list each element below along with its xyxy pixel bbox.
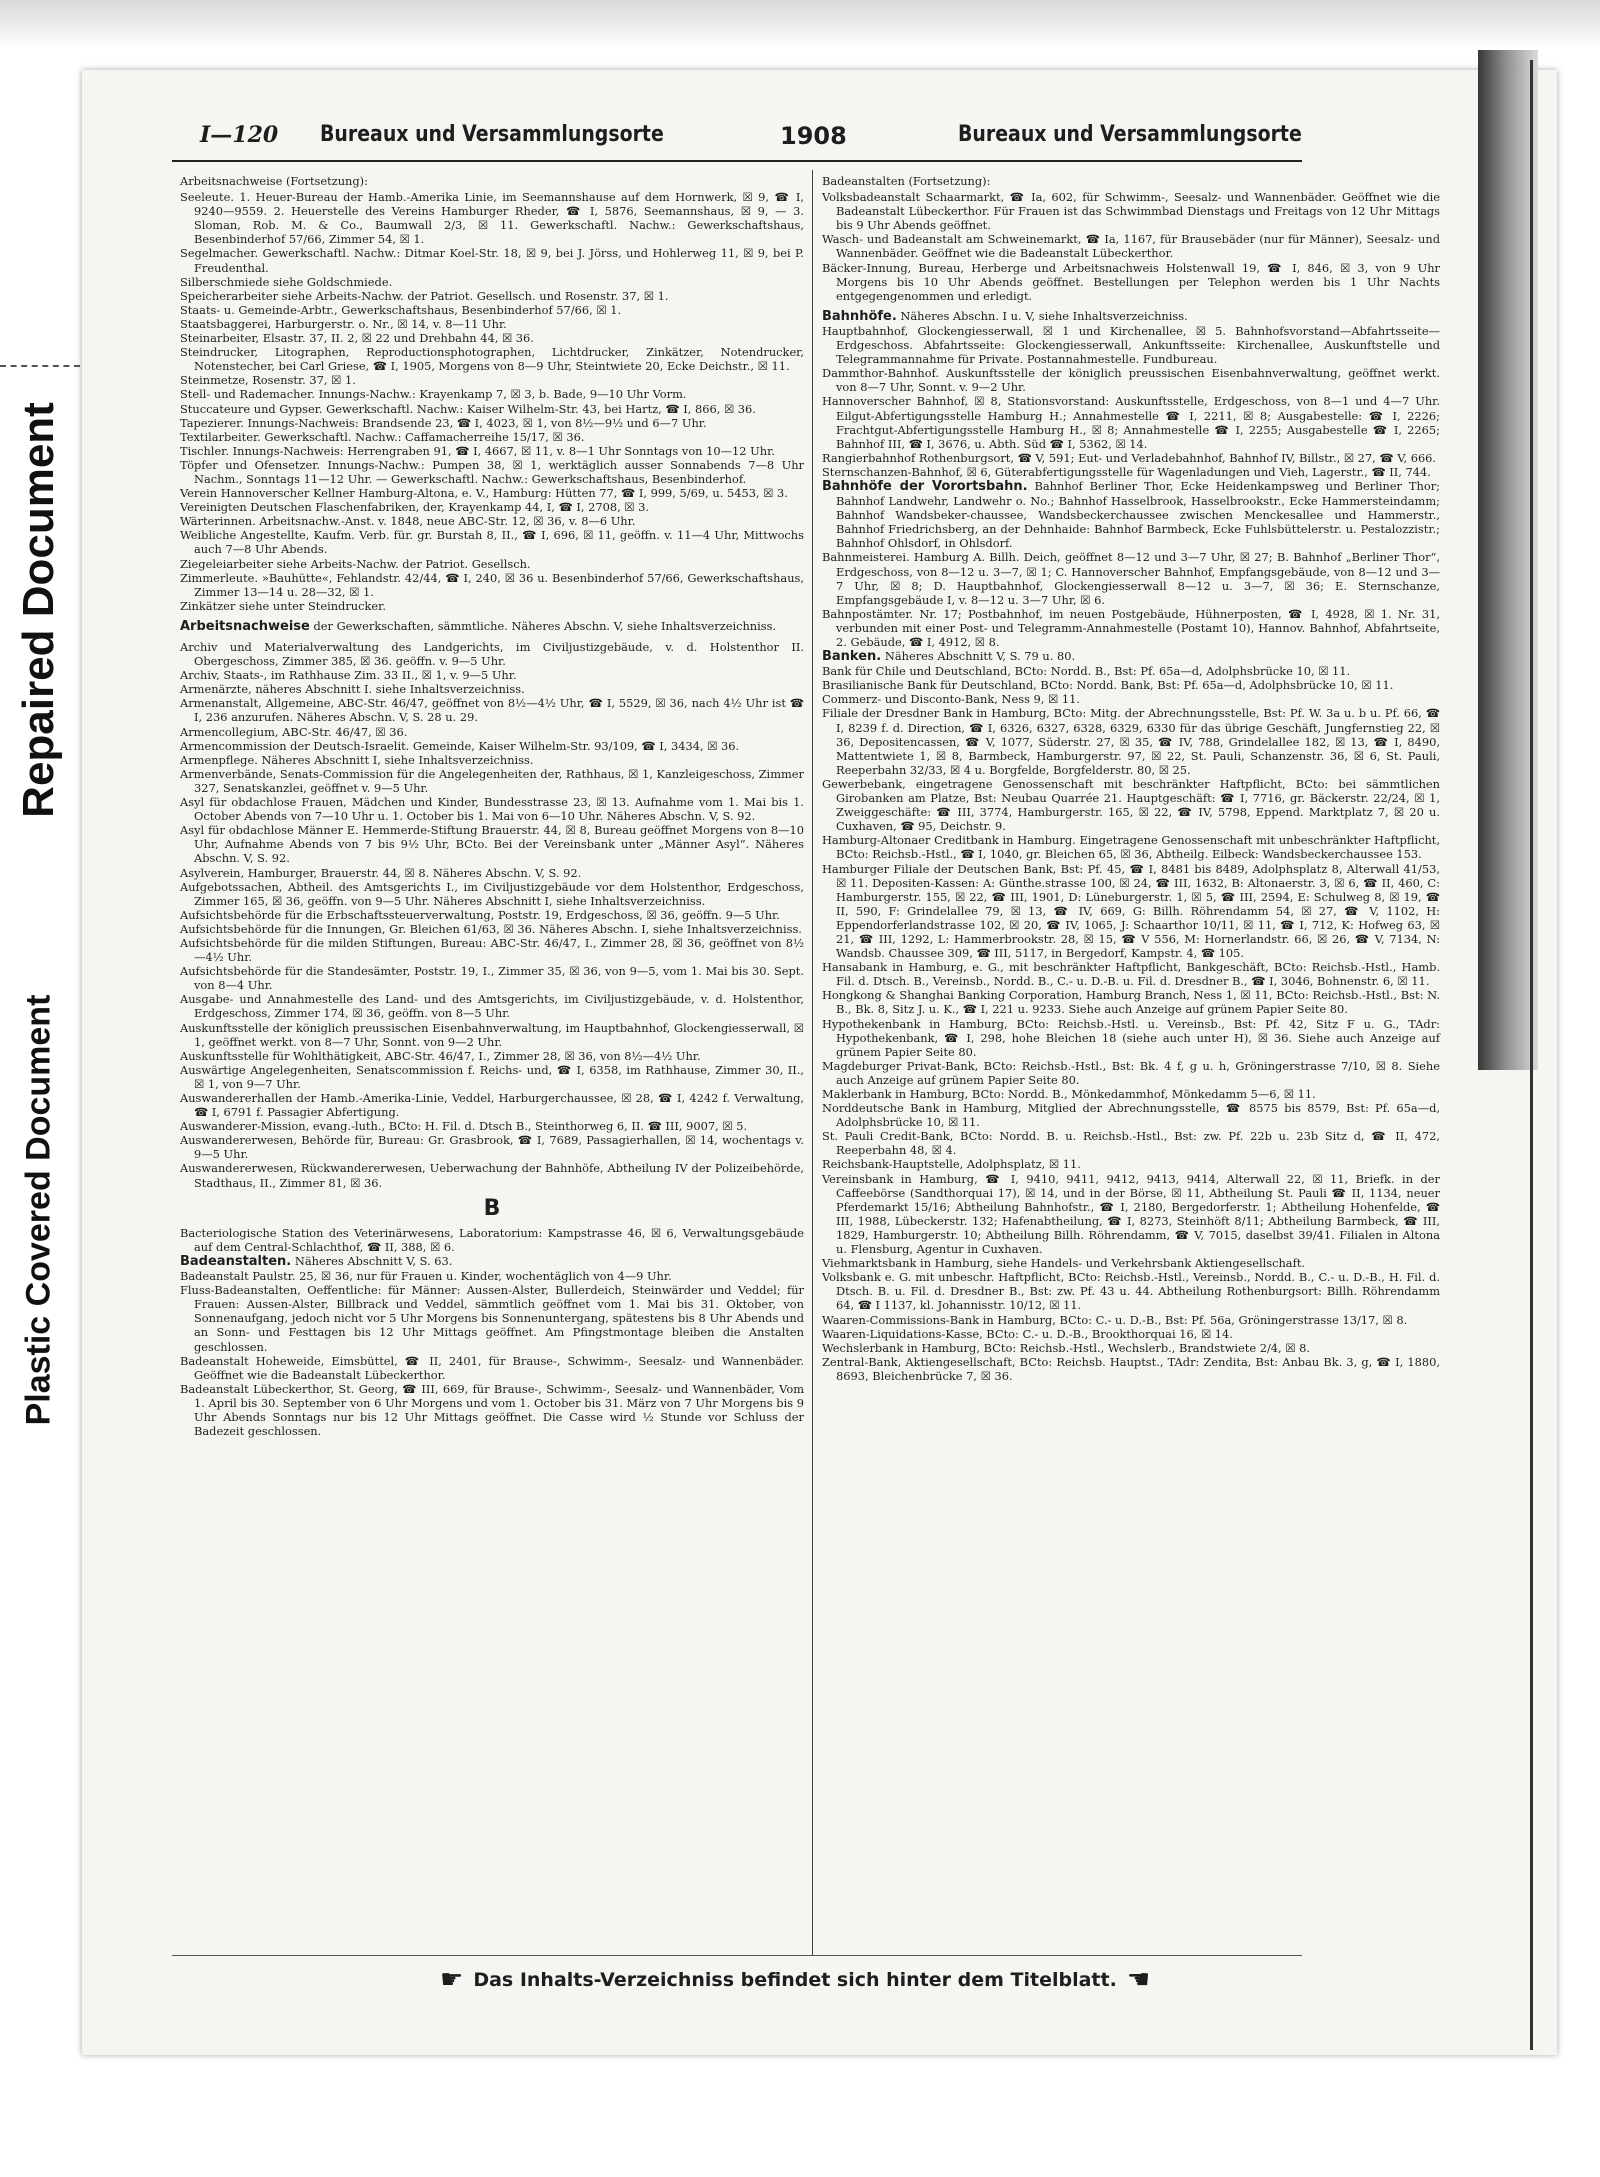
directory-entry: Wechslerbank in Hamburg, BCto: Reichsb.-Hstl., Wechslerb., Brandstwiete 2/4, ☒ 8. [822, 1340, 1310, 1355]
entry-list [180, 190, 804, 613]
directory-entry: Auswanderer-Mission, evang.-luth., BCto: H. Fil. d. Dtsch B., Steinthorweg 6, II. ☎ III, 9007, ☒ 5. [180, 1119, 748, 1134]
directory-entry: Auswandererwesen, Behörde für, Bureau: Gr. Grasbrook, ☎ I, 7689, Passagierhallen, ☒ 14, wochentags v. 9—5 Uhr. [180, 1133, 804, 1162]
directory-entry: Archiv, Staats-, im Rathhause Zim. 33 II., ☒ 1, v. 9—5 Uhr. [180, 668, 517, 683]
directory-entry: Commerz- und Disconto-Bank, Ness 9, ☒ 11. [822, 692, 1080, 707]
directory-entry: Weibliche Angestellte, Kaufm. Verb. für. gr. Burstah 8, II., ☎ I, 696, ☒ 11, geöffn. v. 11—4 Uhr, Mittwochs auch 7—8 Uhr Abends. [180, 528, 804, 557]
directory-entry: Hypothekenbank in Hamburg, BCto: Reichsb.-Hstl. u. Vereinsb., Bst: Pf. 42, Sitz F u. G., TAdr: Hypothekenbank, ☎ I, 298, hohe Bleichen 18 (siehe auch unter H), ☒ 36. Siehe auch Anzeige auf grünem Papier Seite 80. [822, 1016, 1440, 1059]
directory-entry: Armenärzte, näheres Abschnitt I. siehe Inhaltsverzeichniss. [180, 682, 525, 697]
page-header [116, 118, 1302, 158]
header-title-right: Bureaux und Versammlungsorte [958, 122, 1302, 147]
directory-entry: Filiale der Dresdner Bank in Hamburg, BCto: Mitg. der Abrechnungsstelle, Bst: Pf. W. 3a u. b u. Pf. 66, ☎ I, 8239 f. d. Direction, ☎ I, 6326, 6327, 6328, 6329, 6330 für das übrige Geschäft, Jungfernstieg 22, ☒ 36, Depositencassen, ☎ V, 1077, Süderstr. 27, ☒ 35, ☎ IV, 788, Grindelallee 182, ☒ 13, ☎ I, 8490, Mattentwiete 1, ☒ 8, Barmbeck, Hamburgerstr. 97, ☒ 22, St. Pauli, Schanzenstr. 36, ☒ 6, St. Pauli, Reeperbahn 32/33, ☒ 4 u. Borgfelde, Borgfelderstr. 80, ☒ 25. [822, 706, 1440, 777]
directory-entry: Hauptbahnhof, Glockengiesserwall, ☒ 1 und Kirchenallee, ☒ 5. Bahnhofsvorstand—Abfahrtsseite—Erdgeschoss. Abfahrtsseite: Glockengiesserwall, Ankunftsseite: Kirchenallee, Auskunftstelle und Telegrammannahme für Private. Postannahmestelle. Fundbureau. [822, 323, 1440, 367]
directory-entry: Bäcker-Innung, Bureau, Herberge und Arbeitsnachweis Holstenwall 19, ☎ I, 846, ☒ 3, von 9 Uhr Morgens bis 10 Uhr Abends geöffnet. Bestellungen per Telephon werden bis 1 Uhr Nachts entgegengenommen und erledigt. [822, 260, 1440, 303]
directory-entry: Badeanstalt Paulstr. 25, ☒ 36, nur für Frauen u. Kinder, wochentäglich von 4—9 Uhr. [180, 1269, 672, 1284]
continuation-heading: Arbeitsnachweise (Fortsetzung): [180, 174, 368, 188]
section-heading-badeanstalten: Badeanstalten. Näheres Abschnitt V, S. 63. [180, 1253, 453, 1269]
directory-entry: Auswärtige Angelegenheiten, Senatscommission f. Reichs- und, ☎ I, 6358, im Rathhause, Zimmer 30, II., ☒ 1, von 9—7 Uhr. [180, 1062, 804, 1091]
directory-entry: Staatsbaggerei, Harburgerstr. o. Nr., ☒ 14, v. 8—11 Uhr. [180, 316, 507, 331]
section-heading-banken: Banken. Näheres Abschnitt V, S. 79 u. 80. [822, 649, 1076, 665]
entry-list [822, 550, 1440, 649]
directory-entry: Stuccateure und Gypser. Gewerkschaftl. Nachw.: Kaiser Wilhelm-Str. 43, bei Hartz, ☎ I, 866, ☒ 36. [180, 401, 756, 416]
directory-entry: Hongkong & Shanghai Banking Corporation, Hamburg Branch, Ness 1, ☒ 11, BCto: Reichsb.-Hstl., Bst: N. B., Bk. 8, Sitz J. u. K., ☎ I, 221 u. 9233. Siehe auch Anzeige auf grünem Papier Seite 80. [822, 988, 1440, 1017]
directory-entry: Ziegeleiarbeiter siehe Arbeits-Nachw. der Patriot. Gesellsch. [180, 556, 531, 571]
entry-list [822, 190, 1440, 303]
directory-entry: Viehmarktsbank in Hamburg, siehe Handels- und Verkehrsbank Aktiengesellschaft. [822, 1256, 1306, 1271]
pointing-hand-right-icon: ☛ [440, 1965, 464, 1995]
directory-entry: Bank für Chile und Deutschland, BCto: Nordd. B., Bst: Pf. 65a—d, Adolphsbrücke 10, ☒ 11. [822, 664, 1351, 679]
directory-entry: Bacteriologische Station des Veterinärwesens, Laboratorium: Kampstrasse 46, ☒ 6, Verwaltungsgebäude auf dem Central-Schlachthof, ☎ II, 388, ☒ 6. [180, 1225, 804, 1254]
page-edge-shadow [1478, 50, 1538, 1070]
directory-entry: Ausgabe- und Annahmestelle des Land- und des Amtsgerichts, im Civiljustizgebäude, v. d. Holstenthor, Erdgeschoss, Zimmer 174, ☒ 36, geöffn. von 8—5 Uhr. [180, 992, 804, 1021]
directory-entry: Sternschanzen-Bahnhof, ☒ 6, Güterabfertigungsstelle für Wagenladungen und Vieh, Lagerstr., ☎ II, 744. [822, 464, 1431, 479]
letter-heading: B [483, 1195, 501, 1221]
directory-entry: Gewerbebank, eingetragene Genossenschaft mit beschränkter Haftpflicht, BCto: bei sämmtlichen Girobanken am Platze, Bst: Neubau Quarrée 21. Hauptgeschäft: ☎ I, 7716, gr. Bäckerstr. 22/24, ☒ 1, Zweiggeschäfte: ☎ III, 3774, Hamburgerstr. 165, ☒ 22, ☎ IV, 5798, Eppend. Marktplatz 7, ☒ 20 u. Cuxhaven, ☎ 95, Deichstr. 9. [822, 776, 1440, 834]
entry-list [822, 664, 1440, 1383]
directory-entry: Waaren-Commissions-Bank in Hamburg, BCto: C.- u. D.-B., Bst: Pf. 56a, Gröningerstrasse 13/17, ☒ 8. [822, 1312, 1408, 1327]
section-heading-arbeitsnachweise: Arbeitsnachweise der Gewerkschaften, sämmtliche. Näheres Abschn. V, siehe Inhaltsverzeichniss. [180, 618, 777, 634]
section-heading-vorortsbahn: Bahnhöfe der Vorortsbahn. Bahnhof Berliner Thor, Ecke Heidenkampsweg und Berliner Thor; Bahnhof Landwehr, Landwehr o. No.; Bahnhof Hasselbrook, Hasselbrookstr., Ecke Hammersteindamm; Bahnhof Wandsbeker-chaussee, Wandsbeckerchaussee zwischen Menckesallee und Hammerstr., Bahnhof Friedrichsberg, an der Dehnhaide: Bahnhof Barmbeck, Ecke Fuhlsbüttelerstr. u. Pestalozzistr.; Bahnhof Ohlsdorf, in Ohlsdorf. [822, 478, 1440, 551]
directory-entry: Aufsichtsbehörde für die Erbschaftssteuerverwaltung, Poststr. 19, Erdgeschoss, ☒ 36, geöffn. 9—5 Uhr. [180, 907, 780, 922]
directory-entry: Volksbank e. G. mit unbeschr. Haftpflicht, BCto: Reichsb.-Hstl., Vereinsb., Nordd. B., C.- u. D.-B., H. Fil. d. Dtsch. B. u. Fil. d. Dresdner B., Bst: zw. Pf. 43 u. 44. Abtheilung Rothenburgsort: Billh. Röhrendamm 64, ☎ I 1137, kl. Johannisstr. 10/12, ☒ 11. [822, 1270, 1440, 1313]
directory-entry: Tischler. Innungs-Nachweis: Herrengraben 91, ☎ I, 4667, ☒ 11, v. 8—1 Uhr Sonntags von 10—12 Uhr. [180, 443, 775, 458]
directory-entry: Segelmacher. Gewerkschaftl. Nachw.: Ditmar Koel-Str. 18, ☒ 9, bei J. Jörss, und Hohlerweg 11, ☒ 9, bei P. Freudenthal. [180, 246, 804, 275]
directory-entry: Archiv und Materialverwaltung des Landgerichts, im Civiljustizgebäude, v. d. Holstenthor II. Obergeschoss, Zimmer 385, ☒ 36. geöffn. v. 9—5 Uhr. [180, 640, 804, 669]
tab-dashed-line [0, 365, 80, 367]
left-column [180, 174, 804, 1438]
directory-entry: Auswandererwesen, Rückwandererwesen, Ueberwachung der Bahnhöfe, Abtheilung IV der Polizeibehörde, Stadthaus, II., Zimmer 81, ☒ 36. [180, 1161, 804, 1190]
directory-entry: Asyl für obdachlose Männer E. Hemmerde-Stiftung Brauerstr. 44, ☒ 8, Bureau geöffnet Morgens von 8—10 Uhr, Aufnahme Abends von 7 bis 9½ Uhr, BCto. Bei der Vereinsbank unter „Männer Asyl“. Näheres Abschn. V, S. 92. [180, 823, 804, 866]
directory-entry: Asylverein, Hamburger, Brauerstr. 44, ☒ 8. Näheres Abschn. V, S. 92. [180, 865, 582, 880]
directory-entry: Bahnmeisterei. Hamburg A. Billh. Deich, geöffnet 8—12 und 3—7 Uhr, ☒ 27; B. Bahnhof „Berliner Thor“, Erdgeschoss, von 8—12 u. 3—7, ☒ 1; C. Hannoverscher Bahnhof, Empfangsgebäude, von 8—12 und 3—7 Uhr, ☒ 8; D. Hauptbahnhof, Glockengiesserwall 8—12 u. 3—7, ☒ 36; E. Sternschanze, Empfangsgebäude I, v. 8—12 u. 3—7 Uhr, ☒ 6. [822, 550, 1440, 607]
page-edge-line [1530, 60, 1533, 2050]
footer-rule [172, 1955, 1302, 1956]
header-title-left: Bureaux und Versammlungsorte [320, 122, 664, 147]
header-rule [172, 160, 1302, 162]
directory-entry: Seeleute. 1. Heuer-Bureau der Hamb.-Amerika Linie, im Seemannshause auf dem Hornwerk, ☒ 9, ☎ I, 9240—9559. 2. Heuerstelle des Vereins Hamburger Rheder, ☎ I, 5876, Seemannshaus, ☒ 9, — 3. Sloman, Rob. M. & Co., Baumwall 2/3, ☒ 11. Gewerkschaftl. Nachw.: Gewerkschaftshaus, Besenbinderhof 57/66, Zimmer 54, ☒ 1. [180, 190, 804, 247]
directory-entry: Hamburg-Altonaer Creditbank in Hamburg. Eingetragene Genossenschaft mit unbeschränkter Haftpflicht, BCto: Reichsb.-Hstl., ☎ I, 1040, gr. Bleichen 65, ☒ 36, Abtheilg. Eilbeck: Wandsbeckerchaussee 153. [822, 833, 1440, 862]
directory-entry: Armencollegium, ABC-Str. 46/47, ☒ 36. [180, 724, 408, 739]
entry-list [180, 1226, 804, 1254]
directory-entry: Armenanstalt, Allgemeine, ABC-Str. 46/47, geöffnet von 8½—4½ Uhr, ☎ I, 5529, ☒ 36, nach 4½ Uhr ist ☎ I, 236 anzurufen. Näheres Abschn. V, S. 28 u. 29. [180, 696, 804, 725]
directory-entry: Tapezierer. Innungs-Nachweis: Brandsende 23, ☎ I, 4023, ☒ 1, von 8½—9½ und 6—7 Uhr. [180, 415, 707, 430]
directory-entry: Wasch- und Badeanstalt am Schweinemarkt, ☎ Ia, 1167, für Brausebäder (nur für Männer), Seesalz- und Wannenbäder. Geöffnet wie die Badeanstalt Lübeckerthor. [822, 232, 1440, 261]
directory-entry: Aufsichtsbehörde für die Standesämter, Poststr. 19, I., Zimmer 35, ☒ 36, von 9—5, vom 1. Mai bis 30. Sept. von 8—4 Uhr. [180, 964, 804, 993]
directory-entry: Steindrucker, Litographen, Reproductionsphotographen, Lichtdrucker, Zinkätzer, Notendrucker, Notenstecher, bei Carl Griese, ☎ I, 1905, Morgens von 8—9 Uhr, Steintwiete 20, Ecke Deichstr., ☒ 11. [180, 345, 804, 374]
section-heading-bahnhoefe: Bahnhöfe. Näheres Abschn. I u. V, siehe Inhaltsverzeichniss. [822, 308, 1188, 324]
directory-entry: Armenverbände, Senats-Commission für die Angelegenheiten der, Rathhaus, ☒ 1, Kanzleigeschoss, Zimmer 327, Senatskanzlei, geöffnet v. 9—5 Uhr. [180, 766, 804, 795]
directory-entry: Speicherarbeiter siehe Arbeits-Nachw. der Patriot. Gesellsch. und Rosenstr. 37, ☒ 1. [180, 288, 669, 303]
scan-background [0, 0, 1600, 48]
tab-label-repaired: Repaired Document [14, 402, 63, 818]
entry-list [822, 324, 1440, 479]
directory-entry: Auskunftsstelle für Wohlthätigkeit, ABC-Str. 46/47, I., Zimmer 28, ☒ 36, von 8½—4½ Uhr. [180, 1048, 701, 1063]
directory-entry: Aufsichtsbehörde für die milden Stiftungen, Bureau: ABC-Str. 46/47, I., Zimmer 28, ☒ 36, geöffnet von 8½—4½ Uhr. [180, 935, 804, 965]
directory-entry: Norddeutsche Bank in Hamburg, Mitglied der Abrechnungsstelle, ☎ 8575 bis 8579, Bst: Pf. 65a—d, Adolphsbrücke 10, ☒ 11. [822, 1101, 1440, 1130]
directory-entry: Magdeburger Privat-Bank, BCto: Reichsb.-Hstl., Bst: Bk. 4 f, g u. h, Gröningerstrasse 7/10, ☒ 8. Siehe auch Anzeige auf grünem Papier Seite 80. [822, 1058, 1440, 1087]
directory-entry: St. Pauli Credit-Bank, BCto: Nordd. B. u. Reichsb.-Hstl., Bst: zw. Pf. 22b u. 23b Sitz d, ☎ II, 472, Reeperbahn 48, ☒ 4. [822, 1129, 1440, 1158]
directory-entry: Armenpflege. Näheres Abschnitt I, siehe Inhaltsverzeichniss. [180, 752, 534, 767]
directory-entry: Steinarbeiter, Elsastr. 37, II. 2, ☒ 22 und Drehbahn 44, ☒ 36. [180, 331, 534, 346]
directory-entry: Waaren-Liquidations-Kasse, BCto: C.- u. D.-B., Brookthorquai 16, ☒ 14. [822, 1326, 1233, 1341]
directory-entry: Verein Hannoverscher Kellner Hamburg-Altona, e. V., Hamburg: Hütten 77, ☎ I, 999, 5/69, u. 5453, ☒ 3. [180, 486, 788, 501]
directory-entry: Auskunftsstelle der königlich preussischen Eisenbahnverwaltung, im Hauptbahnhof, Glockengiesserwall, ☒ 1, geöffnet werkt. von 8—7 Uhr, Sonnt. von 9—2 Uhr. [180, 1020, 804, 1049]
directory-entry: Dammthor-Bahnhof. Auskunftsstelle der königlich preussischen Eisenbahnverwaltung, geöffnet werkt. von 8—7 Uhr, Sonnt. v. 9—2 Uhr. [822, 366, 1440, 395]
directory-entry: Asyl für obdachlose Frauen, Mädchen und Kinder, Bundesstrasse 23, ☒ 13. Aufnahme vom 1. Mai bis 1. October Abends von 7—10 Uhr u. 1. October bis 1. Mai von 6—10 Uhr. Näheres Abschn. V, S. 92. [180, 795, 804, 824]
directory-entry: Badeanstalt Lübeckerthor, St. Georg, ☎ III, 669, für Brause-, Schwimm-, Seesalz- und Wannenbäder, Vom 1. April bis 30. September von 6 Uhr Morgens und vom 1. October bis 31. März von 7 Uhr Morgens bis 9 Uhr Abends Sonntags nur bis 12 Uhr Mittags geöffnet. Die Casse wird ½ Stunde vor Schluss der Badezeit geschlossen. [180, 1381, 804, 1439]
directory-entry: Armencommission der Deutsch-Israelit. Gemeinde, Kaiser Wilhelm-Str. 93/109, ☎ I, 3434, ☒ 36. [180, 738, 740, 753]
directory-entry: Fluss-Badeanstalten, Oeffentliche: für Männer: Aussen-Alster, Bullerdeich, Steinwärder und Veddel; für Frauen: Aussen-Alster, Billbrack und Veddel, sämmtlich geöffnet vom 1. Mai bis 31. Oktober, von Sonnenaufgang, jedoch nicht vor 5 Uhr Morgens bis Sonnenuntergang, spätestens bis 8 Uhr Abends und an Sonn- und Festtagen bis 12 Uhr Mittags geöffnet. Am Pfingstmontage bleiben die Anstalten geschlossen. [180, 1283, 804, 1354]
directory-entry: Bahnpostämter. Nr. 17; Postbahnhof, im neuen Postgebäude, Hühnerposten, ☎ I, 4928, ☒ 1. Nr. 31, verbunden mit einer Post- und Telegramm-Annahmestelle (Postamt 10), Hannov. Bahnhof, Abfahrtseite, 2. Gebäude, ☎ I, 4912, ☒ 8. [822, 606, 1440, 649]
directory-entry: Maklerbank in Hamburg, BCto: Nordd. B., Mönkedammhof, Mönkedamm 5—6, ☒ 11. [822, 1087, 1316, 1101]
directory-entry: Zimmerleute. »Bauhütte«, Fehlandstr. 42/44, ☎ I, 240, ☒ 36 u. Besenbinderhof 57/66, Gewerkschaftshaus, Zimmer 13—14 u. 28—32, ☒ 1. [180, 570, 804, 599]
directory-entry: Rangierbahnhof Rothenburgsort, ☎ V, 591; Eut- und Verladebahnhof, Bahnhof IV, Billstr., ☒ 27, ☎ V, 666. [822, 450, 1437, 465]
page-number: I—120 [200, 122, 279, 148]
directory-entry: Aufgebotssachen, Abtheil. des Amtsgerichts I., im Civiljustizgebäude vor dem Holstenthor, Erdgeschoss, Zimmer 165, ☒ 36, geöffn. von 9—5 Uhr. Näheres Abschnitt I, siehe Inhaltsverzeichniss. [180, 879, 804, 908]
entry-list [180, 640, 804, 1190]
directory-entry: Silberschmiede siehe Goldschmiede. [180, 274, 393, 289]
footer-note: Das Inhalts-Verzeichniss befindet sich hinter dem Titelblatt. [473, 1969, 1117, 1991]
directory-entry: Stell- und Rademacher. Innungs-Nachw.: Krayenkamp 7, ☒ 3, b. Bade, 9—10 Uhr Vorm. [180, 387, 687, 402]
directory-entry: Wärterinnen. Arbeitsnachw.-Anst. v. 1848, neue ABC-Str. 12, ☒ 36, v. 8—6 Uhr. [180, 514, 636, 529]
document-tab [0, 180, 78, 1900]
directory-entry: Brasilianische Bank für Deutschland, BCto: Nordd. Bank, Bst: Pf. 65a—d, Adolphsbrücke 10, ☒ 11. [822, 678, 1394, 693]
column-divider [812, 170, 813, 1955]
directory-entry: Textilarbeiter. Gewerkschaftl. Nachw.: Caffamacherreihe 15/17, ☒ 36. [180, 429, 585, 444]
tab-label-plastic-covered: Plastic Covered Document [19, 994, 58, 1426]
directory-entry: Reichsbank-Hauptstelle, Adolphsplatz, ☒ 11. [822, 1157, 1081, 1172]
directory-entry: Hannoverscher Bahnhof, ☒ 8, Stationsvorstand: Auskunftsstelle, Erdgeschoss, von 8—1 und 4—7 Uhr. Eilgut-Abfertigungsstelle Hamburg H.; Annahmestelle ☎ I, 2211, ☒ 8; Ausgabestelle: ☎ I, 2226; Frachtgut-Abfertigungsstelle Hamburg H., ☒ 8; Annahmestelle ☎ I, 2255; Ausgabestelle ☎ I, 2265; Bahnhof III, ☎ I, 3676, u. Abth. Süd ☎ I, 5362, ☒ 14. [822, 394, 1440, 451]
pointing-hand-left-icon: ☚ [1126, 1965, 1151, 1995]
directory-entry: Auswandererhallen der Hamb.-Amerika-Linie, Veddel, Harburgerchaussee, ☒ 28, ☎ I, 4242 f. Verwaltung, ☎ I, 6791 f. Passagier Abfertigung. [180, 1091, 804, 1120]
directory-entry: Hansabank in Hamburg, e. G., mit beschränkter Haftpflicht, Bankgeschäft, BCto: Reichsb.-Hstl., Hamb. Fil. d. Dtsch. B., Vereinsb., Nordd. B., C.- u. D.-B. u. Fil. d. Dresdner B., ☎ I, 3046, Bohnenstr. 6, ☒ 11. [822, 960, 1440, 989]
directory-entry: Staats- u. Gemeinde-Arbtr., Gewerkschaftshaus, Besenbinderhof 57/66, ☒ 1. [180, 302, 622, 317]
right-column [822, 174, 1440, 1383]
entry-list [180, 1269, 804, 1438]
header-year: 1908 [780, 122, 847, 150]
directory-entry: Vereinsbank in Hamburg, ☎ I, 9410, 9411, 9412, 9413, 9414, Alterwall 22, ☒ 11, Briefk. in der Caffeebörse (Sandthorquai 17), ☒ 14, und in der Börse, ☒ 11, Abtheilung St. Pauli ☎ II, 1134, neuer Pferdemarkt 15/16; Abtheilung Bahnhofstr., ☎ I, 2180, Bergedorferstr. 1; Abtheilung Hohenfelde, ☎ III, 1988, Lübeckerstr. 132; Hafenabtheilung, ☎ I, 8273, Steinhöft 8/11; Abtheilung Barmbeck, ☎ III, 1829, Hamburgerstr. 10; Abtheilung Billh. Röhrendamm, ☎ V, 7015, daselbst 39/41. Filialen in Altona u. Flensburg, Agentur in Cuxhaven. [822, 1171, 1440, 1257]
continuation-heading: Badeanstalten (Fortsetzung): [822, 174, 991, 188]
directory-entry: Steinmetze, Rosenstr. 37, ☒ 1. [180, 373, 356, 388]
directory-entry: Töpfer und Ofensetzer. Innungs-Nachw.: Pumpen 38, ☒ 1, werktäglich ausser Sonnabends 7—8 Uhr Nachm., Sonntags 11—12 Uhr. — Gewerkschaftl. Nachw.: Gewerkschaftshaus, Besenbinderhof. [180, 457, 804, 486]
directory-entry: Hamburger Filiale der Deutschen Bank, Bst: Pf. 45, ☎ I, 8481 bis 8489, Adolphsplatz 8, Alterwall 41/53, ☒ 11. Depositen-Kassen: A: Günthe.strasse 100, ☒ 24, ☎ III, 1632, B: Altonaerstr. 3, ☒ 6, ☎ II, 460, C: Hamburgerstr. 155, ☒ 22, ☎ III, 1901, D: Lüneburgerstr. 1, ☒ 5, ☎ III, 2594, E: Schulweg 8, ☒ 19, ☎ II, 590, F: Grindelallee 79, ☒ 13, ☎ IV, 669, G: Billh. Röhrendamm 54, ☒ 27, ☎ V, 1102, H: Eppendorferlandstrasse 102, ☒ 20, ☎ IV, 1065, J: Schaarthor 10/11, ☒ 11, ☎ I, 712, K: Hofweg 63, ☒ 21, ☎ III, 1292, L: Hammerbrookstr. 28, ☒ 15, ☎ V 556, M: Hornerlandstr. 66, ☒ 26, ☎ V, 7134, N: Wandsb. Chaussee 309, ☎ III, 5117, in Bergedorf, Kampstr. 4, ☎ 105. [822, 861, 1440, 961]
directory-entry: Zinkätzer siehe unter Steindrucker. [180, 598, 386, 613]
directory-entry: Zentral-Bank, Aktiengesellschaft, BCto: Reichsb. Hauptst., TAdr: Zendita, Bst: Anbau Bk. 3, g, ☎ I, 1880, 8693, Bleichenbrücke 7, ☒ 36. [822, 1354, 1440, 1383]
directory-entry: Aufsichtsbehörde für die Innungen, Gr. Bleichen 61/63, ☒ 36. Näheres Abschn. I, siehe Inhaltsverzeichniss. [180, 921, 802, 936]
directory-entry: Volksbadeanstalt Schaarmarkt, ☎ Ia, 602, für Schwimm-, Seesalz- und Wannenbäder. Geöffnet wie die Badeanstalt Lübeckerthor. Für Frauen ist das Schwimmbad Dienstags und Freitags von 12 Uhr Mittags bis 9 Uhr Abends geöffnet. [822, 190, 1440, 233]
page-footer [440, 1965, 1280, 1995]
directory-entry: Badeanstalt Hoheweide, Eimsbüttel, ☎ II, 2401, für Brause-, Schwimm-, Seesalz- und Wannenbäder. Geöffnet wie die Badeanstalt Lübeckerthor. [180, 1353, 804, 1382]
directory-entry: Vereinigten Deutschen Flaschenfabriken, der, Krayenkamp 44, I, ☎ I, 2708, ☒ 3. [180, 500, 650, 515]
